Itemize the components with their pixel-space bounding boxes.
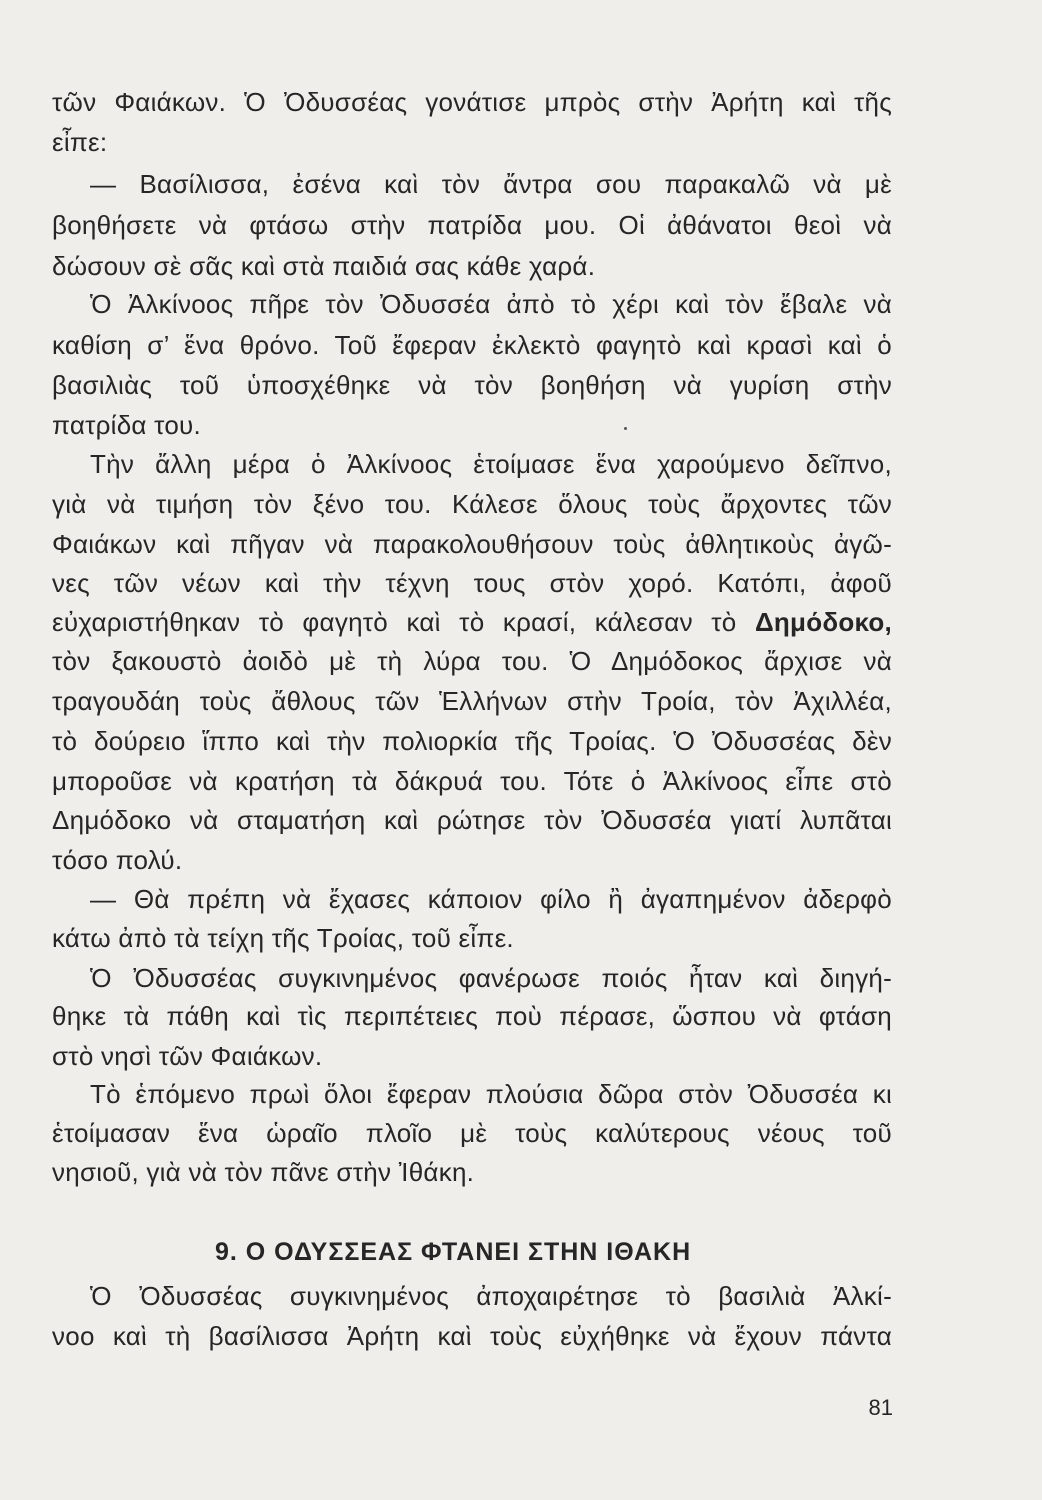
bold-name: Δημόδοκο, bbox=[754, 607, 892, 637]
text-line: τὸν ξακουστὸ ἀοιδὸ μὲ τὴ λύρα του. Ὁ Δημόδοκος ἄρχισε νὰ bbox=[52, 646, 892, 676]
paragraph-start-line: Ὁ Ὀδυσσέας συγκινημένος φανέρωσε ποιός ἦταν καὶ διηγή- bbox=[90, 963, 892, 993]
text-line: δώσουν σὲ σᾶς καὶ στὰ παιδιά σας κάθε χαρά. bbox=[52, 251, 596, 281]
text-line: Φαιάκων καὶ πῆγαν νὰ παρακολουθήσουν τοὺς ἀθλητικοὺς ἀγῶ- bbox=[52, 529, 892, 559]
paragraph-start-line: Ὁ Ὀδυσσέας συγκινημένος ἀποχαιρέτησε τὸ βασιλιὰ Ἀλκί- bbox=[90, 1281, 892, 1311]
paragraph-start-line: Τὸ ἑπόμενο πρωὶ ὅλοι ἔφεραν πλούσια δῶρα στὸν Ὀδυσσέα κι bbox=[90, 1079, 892, 1109]
section-heading: 9. Ο ΟΔΥΣΣΕΑΣ ΦΤΑΝΕΙ ΣΤΗΝ ΙΘΑΚΗ bbox=[215, 1238, 692, 1266]
dialogue-line: — Θὰ πρέπη νὰ ἔχασες κάποιον φίλο ἢ ἀγαπημένον ἀδερφὸ bbox=[90, 884, 892, 914]
text-line: πατρίδα του. bbox=[52, 410, 201, 440]
page-number: 81 bbox=[868, 1395, 893, 1420]
text-line: γιὰ νὰ τιμήση τὸν ξένο του. Κάλεσε ὅλους τοὺς ἄρχοντες τῶν bbox=[52, 489, 892, 519]
text-line: θηκε τὰ πάθη καὶ τὶς περιπέτειες ποὺ πέρασε, ὥσπου νὰ φτάση bbox=[52, 1001, 892, 1031]
text-line: καθίση σ’ ἕνα θρόνο. Τοῦ ἔφεραν ἐκλεκτὸ φαγητὸ καὶ κρασὶ καὶ ὁ bbox=[52, 330, 892, 360]
text-line: νες τῶν νέων καὶ τὴν τέχνη τους στὸν χορό. Κατόπι, ἀφοῦ bbox=[52, 568, 892, 598]
paragraph-start-line: Τὴν ἄλλη μέρα ὁ Ἀλκίνοος ἑτοίμασε ἕνα χαρούμενο δεῖπνο, bbox=[90, 449, 892, 479]
text-line: Δημόδοκο νὰ σταματήση καὶ ρώτησε τὸν Ὀδυσσέα γιατί λυπᾶται bbox=[52, 805, 892, 835]
text-line: στὸ νησὶ τῶν Φαιάκων. bbox=[52, 1041, 323, 1071]
text-line: τῶν Φαιάκων. Ὁ Ὀδυσσέας γονάτισε μπρὸς στὴν Ἀρήτη καὶ τῆς bbox=[52, 87, 892, 117]
paragraph-start-line: Ὁ Ἀλκίνοος πῆρε τὸν Ὀδυσσέα ἀπὸ τὸ χέρι καὶ τὸν ἔβαλε νὰ bbox=[90, 289, 892, 319]
text-line: κάτω ἀπὸ τὰ τείχη τῆς Τροίας, τοῦ εἶπε. bbox=[52, 923, 514, 953]
text-line: νησιοῦ, γιὰ νὰ τὸν πᾶνε στὴν Ἰθάκη. bbox=[52, 1157, 475, 1187]
text-line: ἑτοίμασαν ἕνα ὡραῖο πλοῖο μὲ τοὺς καλύτερους νέους τοῦ bbox=[52, 1118, 892, 1148]
text-line: τὸ δούρειο ἵππο καὶ τὴν πολιορκία τῆς Τροίας. Ὁ Ὀδυσσέας δὲν bbox=[52, 726, 892, 756]
text-line: εἶπε: bbox=[52, 127, 108, 157]
text-line bbox=[52, 604, 892, 640]
text-line: βοηθήσετε νὰ φτάσω στὴν πατρίδα μου. Οἱ ἀθάνατοι θεοὶ νὰ bbox=[52, 210, 892, 240]
print-speck bbox=[624, 427, 627, 430]
text-line: βασιλιὰς τοῦ ὑποσχέθηκε νὰ τὸν βοηθήση νὰ γυρίση στὴν bbox=[52, 370, 892, 400]
dialogue-line: — Βασίλισσα, ἐσένα καὶ τὸν ἄντρα σου παρακαλῶ νὰ μὲ bbox=[90, 169, 892, 199]
text-line: μποροῦσε νὰ κρατήση τὰ δάκρυά του. Τότε ὁ Ἀλκίνοος εἶπε στὸ bbox=[52, 766, 892, 796]
text-segment: εὐχαριστήθηκαν τὸ φαγητὸ καὶ τὸ κρασί, κάλεσαν τὸ bbox=[52, 607, 737, 637]
text-line: νοο καὶ τὴ βασίλισσα Ἀρήτη καὶ τοὺς εὐχήθηκε νὰ ἔχουν πάντα bbox=[52, 1321, 892, 1351]
text-line: τραγουδάη τοὺς ἄθλους τῶν Ἑλλήνων στὴν Τροία, τὸν Ἀχιλλέα, bbox=[52, 686, 892, 716]
text-line: τόσο πολύ. bbox=[52, 845, 183, 875]
